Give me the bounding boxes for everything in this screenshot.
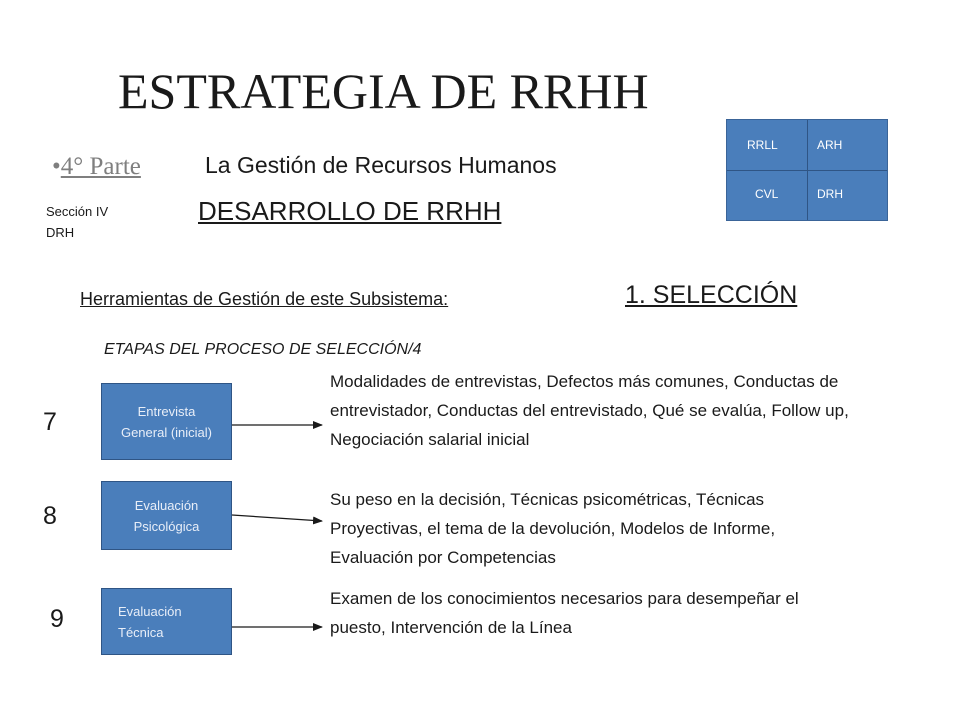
part-text: 4° Parte: [60, 153, 141, 180]
stage-description: Modalidades de entrevistas, Defectos más comunes, Conductas de entrevistador, Conductas del entrevistado, Qué se evalúa, Follow up, Negociación salarial inicial: [330, 372, 849, 449]
stage-box-line: Evaluación: [134, 497, 199, 513]
subtitle: La Gestión de Recursos Humanos: [205, 152, 557, 178]
stage-box-line: Psicológica: [133, 518, 200, 534]
stage-box-line: Entrevista: [137, 403, 196, 419]
stage-number: 9: [50, 605, 64, 633]
grid-cell-top-right: ARH: [817, 138, 843, 152]
slide-title: ESTRATEGIA DE RRHH: [118, 63, 649, 119]
grid-cell-bottom-left: CVL: [755, 187, 779, 201]
stage-box-line: Técnica: [118, 624, 164, 640]
bullet-icon: •: [52, 153, 61, 180]
grid-cell-top-left: RRLL: [747, 138, 778, 152]
stage-box-line: General (inicial): [120, 424, 213, 440]
stage-description: Su peso en la decisión, Técnicas psicométricas, Técnicas Proyectivas, el tema de la devolución, Modelos de Informe, Evaluación por Competencias: [330, 490, 776, 567]
section-line-1: Sección IV: [46, 204, 109, 219]
section-heading: DESARROLLO DE RRHH: [198, 196, 502, 226]
section-line-2: DRH: [46, 225, 75, 240]
stage-description: Examen de los conocimientos necesarios para desempeñar el puesto, Intervención de la Línea: [330, 589, 799, 637]
stage-box-line: Evaluación: [118, 603, 182, 619]
stage-number: 8: [43, 502, 57, 530]
arrow-stage-8: [232, 515, 322, 521]
tools-label: Herramientas de Gestión de este Subsistema:: [80, 289, 449, 309]
stages-title: ETAPAS DEL PROCESO DE SELECCIÓN/4: [104, 341, 422, 358]
grid-cell-bottom-right: DRH: [817, 187, 843, 201]
selection-heading: 1. SELECCIÓN: [625, 281, 798, 309]
stage-number: 7: [43, 408, 57, 436]
